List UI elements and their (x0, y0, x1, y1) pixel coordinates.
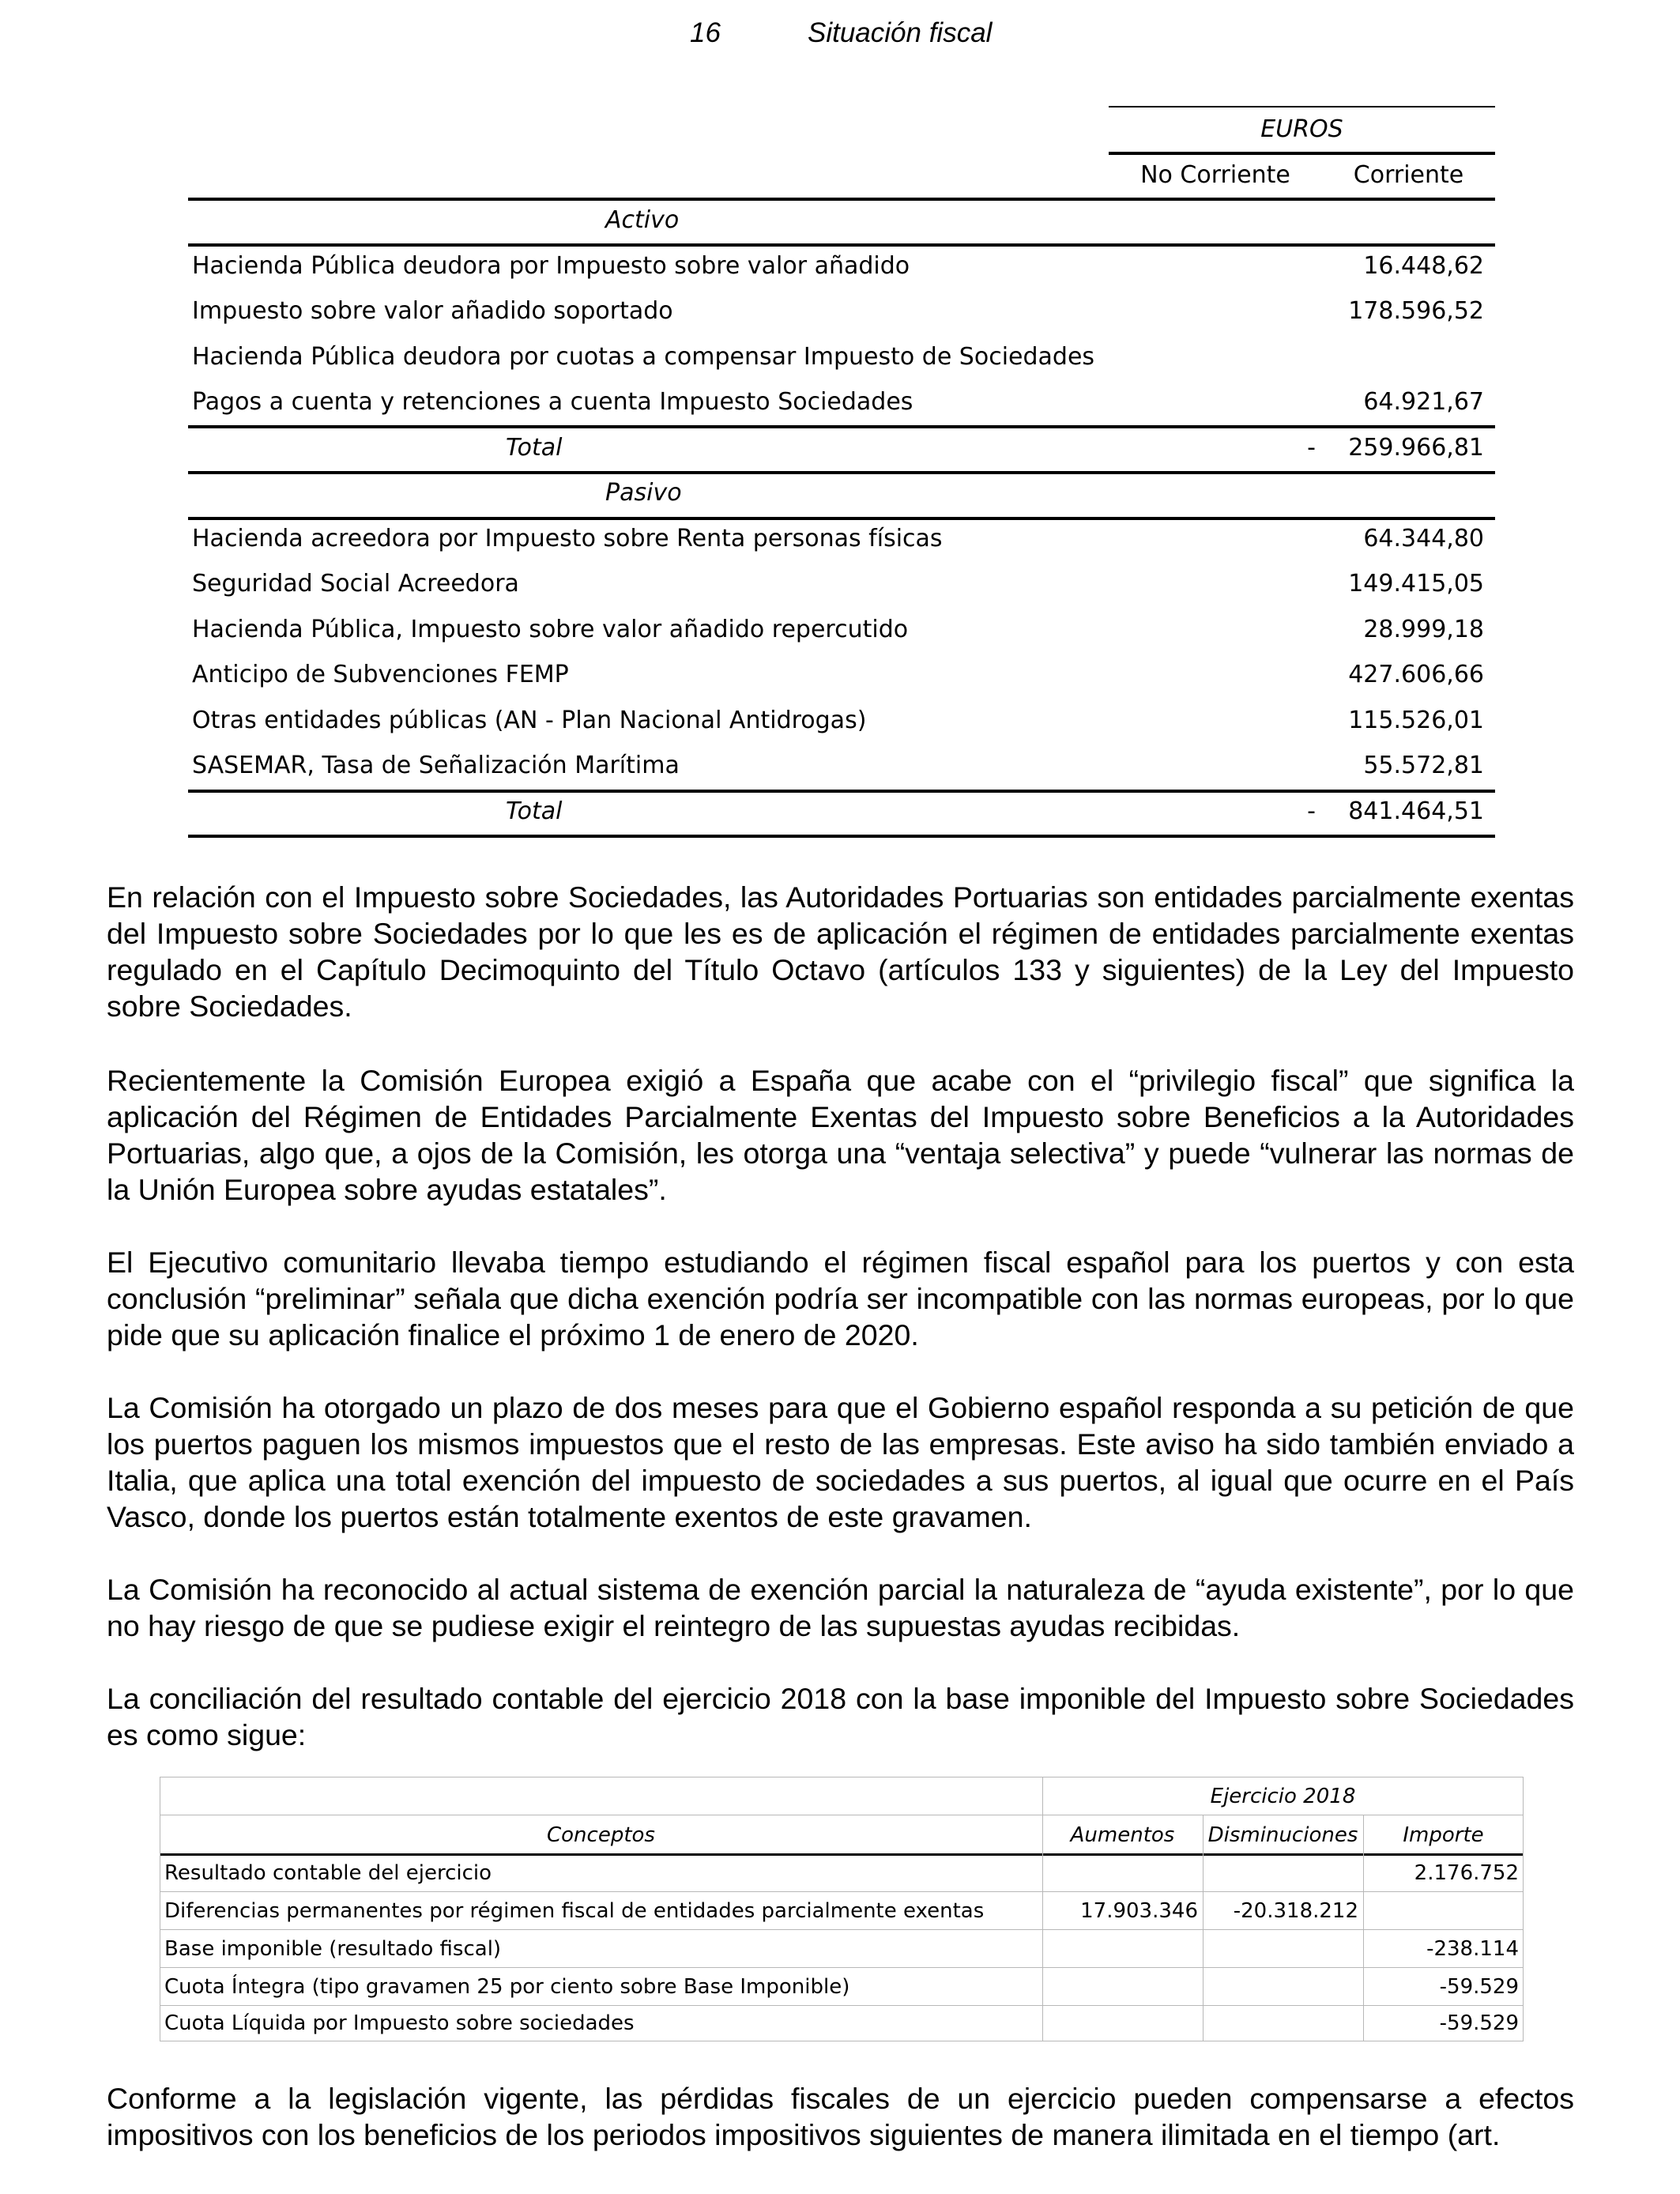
row-label: Hacienda Pública deudora por cuotas a compensar Impuesto de Sociedades (192, 342, 1095, 371)
row-corriente: 149.415,05 (1348, 570, 1484, 598)
row-concepto: Cuota Líquida por Impuesto sobre sociedades (164, 2011, 635, 2035)
table-row (188, 243, 1495, 288)
row-corriente: 28.999,18 (1363, 615, 1484, 643)
col-disminuciones: Disminuciones (1207, 1823, 1358, 1847)
table-row (188, 651, 1495, 697)
row-corriente: 64.921,67 (1363, 388, 1484, 416)
row-corriente: 427.606,66 (1348, 661, 1484, 688)
balance-table (188, 106, 1495, 833)
total-label: Total (506, 433, 563, 462)
table-row (188, 697, 1495, 743)
paragraph: La Comisión ha otorgado un plazo de dos meses para que el Gobierno español responda a su petición de que los puertos paguen los mismos impuestos que el resto de las empresas. Este aviso ha sido también enviado a Italia, que aplica una total exención del impuesto de sociedades a sus puertos, al igual que ocurre en el País Vasco, donde los puertos están totalmente exentos de este gravamen. (107, 1391, 1574, 1533)
row-corriente: 16.448,62 (1363, 251, 1484, 280)
total-no-corriente: - (1307, 433, 1316, 462)
table-row (188, 288, 1495, 334)
total-corriente: 259.966,81 (1348, 433, 1484, 462)
table-row (188, 560, 1495, 606)
column-header-row (188, 152, 1495, 198)
row-corriente: 55.572,81 (1363, 752, 1484, 779)
table-row (188, 379, 1495, 424)
section-title-pasivo: Pasivo (605, 479, 682, 507)
paragraph: El Ejecutivo comunitario llevaba tiempo estudiando el régimen fiscal español para los puertos y con esta conclusión “preliminar” señala que dicha exención podría ser incompatible con las normas europeas, por lo que pide que su aplicación finalice el próximo 1 de enero de 2020. (107, 1246, 1574, 1351)
reconciliation-table (160, 1777, 1524, 2041)
row-importe: -59.529 (1439, 1975, 1519, 1999)
row-importe: 2.176.752 (1414, 1861, 1519, 1885)
row-concepto: Base imponible (resultado fiscal) (164, 1937, 502, 1961)
row-importe: -238.114 (1426, 1937, 1519, 1961)
row-aumentos: 17.903.346 (1080, 1899, 1198, 1923)
table-row (188, 606, 1495, 652)
row-label: Hacienda acreedora por Impuesto sobre Renta personas físicas (192, 524, 943, 552)
row-concepto: Resultado contable del ejercicio (164, 1861, 492, 1885)
page-number: 16 (690, 17, 721, 48)
section-title-activo: Activo (605, 206, 680, 234)
table-row (188, 334, 1495, 379)
row-corriente: 178.596,52 (1348, 297, 1484, 325)
row-corriente: 64.344,80 (1363, 524, 1484, 552)
units-header: EUROS (1260, 115, 1343, 143)
row-importe: -59.529 (1439, 2011, 1519, 2035)
table-row (188, 742, 1495, 788)
paragraph: Recientemente la Comisión Europea exigió a España que acabe con el “privilegio fiscal” que significa la aplicación del Régimen de Entidades Parcialmente Exentas del Impuesto sobre Beneficios a la Autoridades Portuarias, algo que, a ojos de la Comisión, les otorga una “ventaja selectiva” y puede “vulnerar las normas de la Unión Europea sobre ayudas estatales”. (107, 1064, 1574, 1206)
total-row-pasivo (188, 788, 1495, 834)
paragraph: La Comisión ha reconocido al actual sistema de exención parcial la naturaleza de “ayuda existente”, por lo que no hay riesgo de que se pudiese exigir el reintegro de las supuestas ayudas recibidas. (107, 1573, 1574, 1642)
section-pasivo (188, 469, 1495, 515)
col-no-corriente: No Corriente (1140, 160, 1290, 189)
row-label: Hacienda Pública deudora por Impuesto sobre valor añadido (192, 251, 910, 280)
row-label: Anticipo de Subvenciones FEMP (192, 661, 569, 688)
paragraph: Conforme a la legislación vigente, las pérdidas fiscales de un ejercicio pueden compensarse a efectos impositivos con los beneficios de los periodos impositivos siguientes de manera ilimitada en el tiempo (art. (107, 2082, 1574, 2151)
paragraph: La conciliación del resultado contable del ejercicio 2018 con la base imponible del Impuesto sobre Sociedades es como sigue: (107, 1682, 1574, 1751)
row-disminuciones: -20.318.212 (1233, 1899, 1358, 1923)
col-importe: Importe (1403, 1823, 1484, 1847)
section-title: Situación fiscal (808, 17, 993, 48)
table-row (188, 515, 1495, 561)
units-header-row (188, 106, 1495, 152)
section-activo (188, 197, 1495, 243)
row-label: Seguridad Social Acreedora (192, 570, 519, 598)
paragraph: En relación con el Impuesto sobre Sociedades, las Autoridades Portuarias son entidades parcialmente exentas del Impuesto sobre Sociedades por lo que les es de aplicación el régimen de entidades parcialmente exentas regulado en el Capítulo Decimoquinto del Título Octavo (artículos 133 y siguientes) de la Ley del Impuesto sobre Sociedades. (107, 880, 1574, 1023)
row-label: Hacienda Pública, Impuesto sobre valor añadido repercutido (192, 615, 909, 643)
row-label: Pagos a cuenta y retenciones a cuenta Impuesto Sociedades (192, 388, 913, 416)
total-no-corriente: - (1307, 797, 1316, 825)
total-row-activo (188, 424, 1495, 470)
col-conceptos: Conceptos (547, 1823, 655, 1847)
total-corriente: 841.464,51 (1348, 797, 1484, 825)
row-label: SASEMAR, Tasa de Señalización Marítima (192, 752, 680, 779)
row-corriente: 115.526,01 (1348, 706, 1484, 734)
col-aumentos: Aumentos (1070, 1823, 1175, 1847)
page-header (0, 17, 1680, 57)
total-label: Total (506, 797, 563, 825)
col-corriente: Corriente (1353, 160, 1464, 189)
row-concepto: Cuota Íntegra (tipo gravamen 25 por ciento sobre Base Imponible) (164, 1975, 850, 1999)
group-header: Ejercicio 2018 (1210, 1785, 1356, 1808)
row-label: Impuesto sobre valor añadido soportado (192, 297, 673, 325)
row-label: Otras entidades públicas (AN - Plan Nacional Antidrogas) (192, 706, 867, 734)
row-concepto: Diferencias permanentes por régimen fiscal de entidades parcialmente exentas (164, 1899, 985, 1923)
